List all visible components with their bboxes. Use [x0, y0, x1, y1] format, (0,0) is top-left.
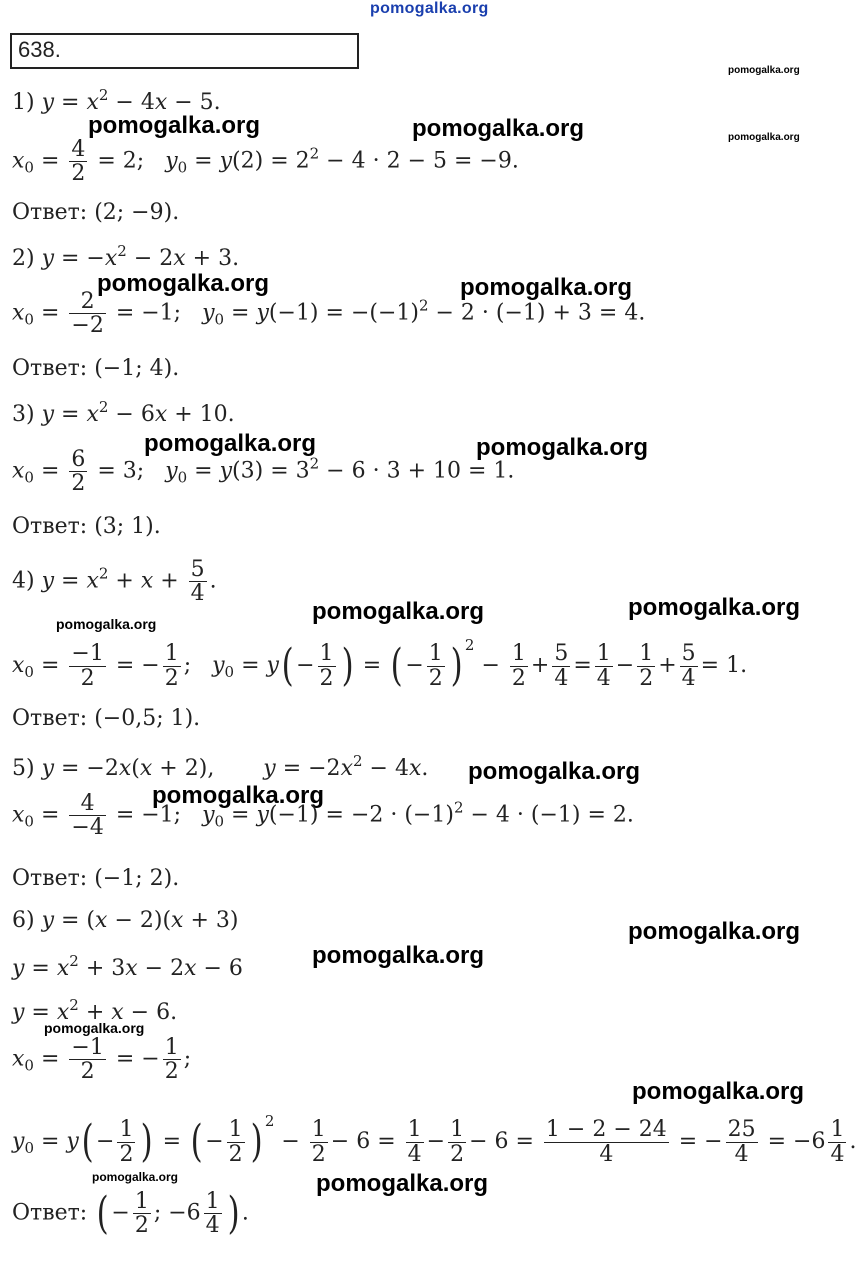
watermark: pomogalka.org	[312, 598, 485, 625]
watermark: pomogalka.org	[316, 1170, 489, 1197]
line-8: $x_0$ = $\frac{-1}{2}$ = − $\frac{1}{2}$ ; $y_0 = y$( − $\frac{1}{2}$ ) = ( − $\frac{1}{2}$ ) $^2$ − $\frac{1}{2}$ + $\frac{5}{4}$ = $\frac{1}{4}$ − $\frac{1}{2}$ + $\frac{5}{4}$ = 1.	[12, 636, 748, 691]
answer-2: Ответ: (−1; 4).	[12, 356, 180, 381]
line-11: 6) y = (x − 2)(x + 3)	[12, 908, 239, 933]
line-6: $x_0$ = $\frac{6}{2}$ = 3; $y_0 = y(3) = 3^2 - 6 \cdot 3 + 10 = 1$.	[12, 447, 515, 497]
watermark: pomogalka.org	[632, 1078, 805, 1105]
answer-label: Ответ:	[12, 356, 88, 381]
line-9: 5) y = −2x(x + 2), $y = -2x^2 - 4x$.	[12, 752, 429, 781]
answer-label: Ответ:	[12, 514, 88, 539]
line-5: 3) $y = x^2 - 6x + 10$.	[12, 398, 235, 427]
watermark: pomogalka.org	[412, 115, 585, 142]
watermark: pomogalka.org	[97, 270, 270, 297]
task-number-box	[10, 33, 359, 69]
line-14: $x_0$ = $\frac{-1}{2}$ = − $\frac{1}{2}$ ;	[12, 1035, 192, 1085]
watermark: pomogalka.org	[628, 594, 801, 621]
answer-1: Ответ: (2; −9).	[12, 200, 180, 225]
answer-label: Ответ:	[12, 866, 88, 891]
line-2: $x_0$ = $\frac{4}{2}$ = 2; $y_0 = y(2) = 2^2 - 4 \cdot 2 - 5 = -9$.	[12, 137, 519, 187]
answer-label: Ответ:	[12, 706, 88, 731]
answer-6: Ответ: ( − $\frac{1}{2}$ ; −6 $\frac{1}{4}$ ) .	[12, 1187, 249, 1239]
line-4: $x_0$ = $\frac{2}{-2}$ = −1; $y_0 = y(-1) = -(-1)^2 - 2 \cdot (-1) + 3 = 4$.	[12, 289, 646, 339]
watermark: pomogalka.org	[728, 132, 800, 143]
line-15: $y_0 = y$( − $\frac{1}{2}$ ) = ( − $\frac{1}{2}$ ) $^2$ − $\frac{1}{2}$ − 6 = $\frac{1}{4}$ − $\frac{1}{2}$ − 6 = $\frac{1 - 2 - 24}{4}$ = − $\frac{25}{4}$ = −6 $\frac{1}{4}$ .	[12, 1112, 857, 1167]
task-number: 638.	[18, 37, 61, 62]
answer-label: Ответ:	[12, 200, 88, 225]
watermark: pomogalka.org	[476, 434, 649, 461]
watermark: pomogalka.org	[312, 942, 485, 969]
line-7: 4) $y = x^2 + x$ + $\frac{5}{4}$ .	[12, 557, 217, 607]
answer-5: Ответ: (−1; 2).	[12, 866, 180, 891]
watermark: pomogalka.org	[152, 782, 325, 809]
watermark: pomogalka.org	[44, 1020, 145, 1036]
watermark: pomogalka.org	[460, 274, 633, 301]
answer-label: Ответ:	[12, 1200, 88, 1226]
line-13: $y = x^2 + x - 6$.	[12, 996, 178, 1025]
line-1: 1) $y = x^2 - 4x - 5$.	[12, 86, 221, 115]
watermark: pomogalka.org	[56, 616, 157, 632]
line-12: $y = x^2 + 3x - 2x - 6$	[12, 952, 243, 981]
watermark: pomogalka.org	[92, 1170, 179, 1184]
watermark: pomogalka.org	[468, 758, 641, 785]
watermark: pomogalka.org	[628, 918, 801, 945]
answer-4: Ответ: (−0,5; 1).	[12, 706, 201, 731]
line-3: 2) $y = -x^2 - 2x + 3$.	[12, 242, 240, 271]
watermark: pomogalka.org	[144, 430, 317, 457]
watermark: pomogalka.org	[88, 112, 261, 139]
line-10: $x_0$ = $\frac{4}{-4}$ = −1; $y_0 = y(-1) = -2 \cdot (-1)^2 - 4 \cdot (-1) = 2$.	[12, 791, 634, 841]
answer-3: Ответ: (3; 1).	[12, 514, 161, 539]
watermark: pomogalka.org	[728, 65, 800, 76]
site-header-watermark: pomogalka.org	[370, 0, 489, 17]
